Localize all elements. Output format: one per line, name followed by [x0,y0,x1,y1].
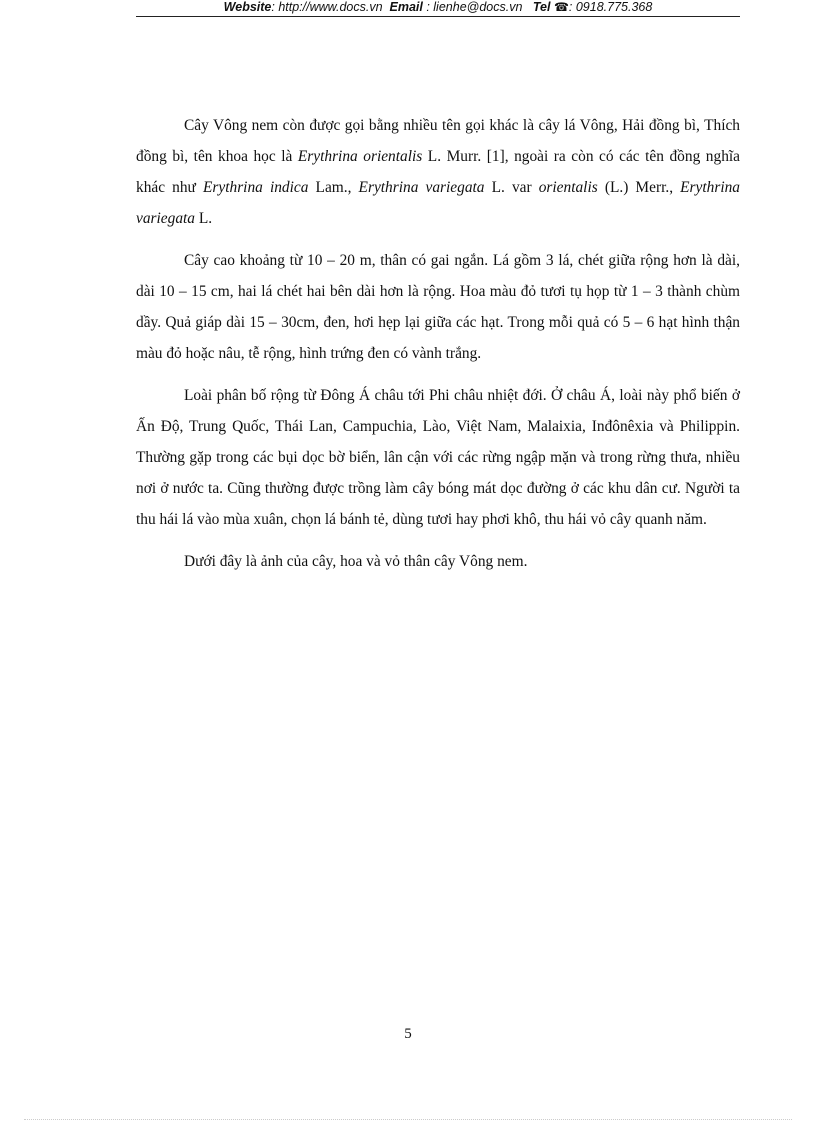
text-run: L. var [484,179,539,196]
text-run: Cây Vông nem còn được gọi bằng nhiều tên gọi khác là cây lá Vông, Hải đồng bì, Thích đồng bì, tên khoa học là [136,117,740,165]
scientific-name: Erythrina orientalis [297,148,423,165]
paragraph-distribution: Loài phân bố rộng từ Đông Á châu tới Phi châu nhiệt đới. Ở châu Á, loài này phổ biến ở Ấn Độ, Trung Quốc, Thái Lan, Campuchia, Lào, Việt Nam, Malaixia, Inđônêxia và Philippin. Thường gặp trong các bụi dọc bờ biển, lân cận với các rừng ngập mặn và trong rừng thưa, nhiều nơi ở nước ta. Cũng thường được trồng làm cây bóng mát dọc đường ở các khu dân cư. Người ta thu hái lá vào mùa xuân, chọn lá bánh tẻ, dùng tươi hay phơi khô, thu hái vỏ cây quanh năm. [136,387,740,528]
footer-divider [24,1119,792,1120]
email-value[interactable]: : lienhe@docs.vn [422,0,523,14]
scientific-name: Erythrina variegata [136,179,741,227]
paragraph-images-intro: Dưới đây là ảnh của cây, hoa và vỏ thân cây Vông nem. [184,553,528,570]
page-number: 5 [404,1026,412,1042]
email-label: Email [389,0,423,14]
scientific-name: orientalis [538,179,598,196]
text-run: (L.) Merr., [597,179,681,196]
paragraph-description: Cây cao khoảng từ 10 – 20 m, thân có gai ngắn. Lá gồm 3 lá, chét giữa rộng hơn là dài, dài 10 – 15 cm, hai lá chét hai bên dài hơn là rộng. Hoa màu đỏ tươi tụ họp từ 1 – 3 thành chùm dầy. Quả giáp dài 15 – 30cm, đen, hơi hẹp lại giữa các hạt. Trong mỗi quả có 5 – 6 hạt hình thận màu đỏ hoặc nâu, tễ rộng, hình trứng đen có vành trắng. [136,252,740,362]
text-run: L. [195,210,213,227]
phone-icon: ☎ [553,0,569,14]
scientific-name: Erythrina indica [203,179,309,196]
scientific-name: Erythrina variegata [358,179,485,196]
tel-label: Tel [532,0,551,14]
text-run: Lam., [308,179,359,196]
paragraph-names [136,110,740,234]
website-value[interactable]: : http://www.docs.vn [271,0,383,14]
text-run: L. Murr. [1], ngoài ra còn có các tên đồng nghĩa khác như [136,148,740,196]
document-body [136,110,740,588]
page-header [136,0,740,17]
tel-value: : 0918.775.368 [568,0,653,14]
website-label: Website [223,0,272,14]
